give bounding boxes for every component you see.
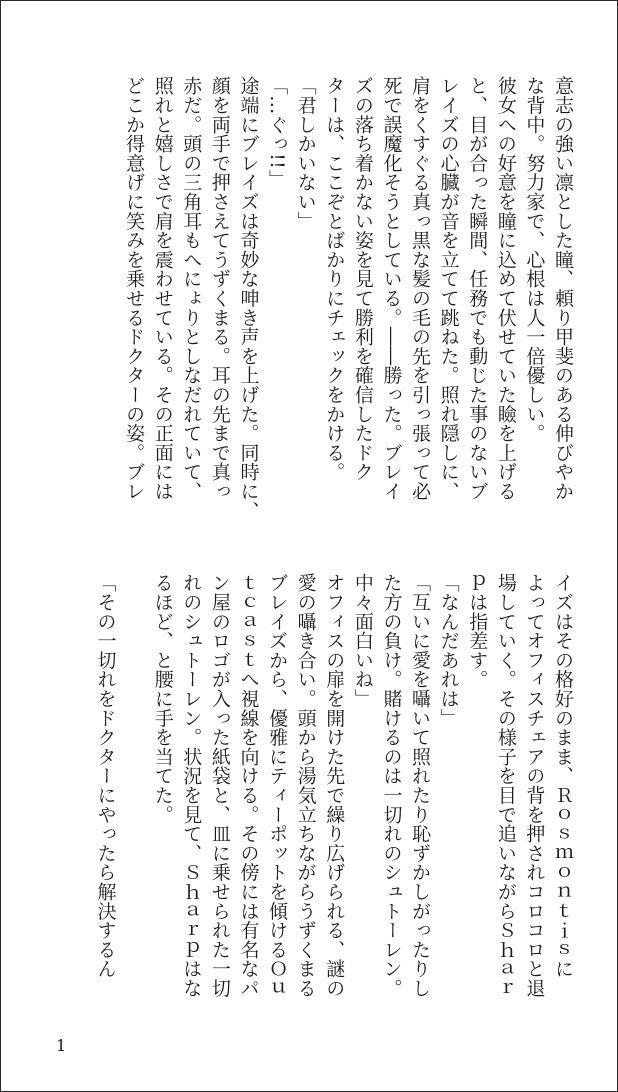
page-number: 1 bbox=[56, 1036, 67, 1055]
dialogue-line: 「…ぐっ!!」 bbox=[266, 76, 289, 189]
dialogue-line: た方の負け。賭けるのは一切れのシュトーレン。 bbox=[380, 573, 403, 998]
text-line: 意志の強い凛とした瞳、頼り甲斐のある伸びやか bbox=[552, 76, 574, 501]
text-line: ズの落ち着かない姿を見て勝利を確信したドク bbox=[351, 76, 374, 482]
text-line: るほど、と腰に手を当てた。 bbox=[151, 573, 174, 824]
text-line: 彼女への好意を瞳に込めて伏せていた瞼を上げる bbox=[494, 76, 517, 501]
text-line: レイズの心臓が音を立てて跳ねた。照れ隠しに、 bbox=[437, 76, 460, 501]
dialogue-line: 「君しかいない」 bbox=[294, 76, 317, 231]
text-line: ｔｃａｓｔへ視線を向ける。その傍には有名なパ bbox=[237, 573, 260, 998]
text-line: 顔を両手で押さえてうずくまる。耳の先まで真っ bbox=[208, 76, 231, 501]
text-line: 照れと嬉しさで肩を震わせている。その正面には bbox=[151, 76, 174, 501]
dialogue-line: 中々面白いね」 bbox=[351, 573, 374, 709]
text-line: どこか得意げに笑みを乗せるドクターの姿。ブレ bbox=[123, 76, 146, 501]
text-line: と、目が合った瞬間、任務でも動じた事のないブ bbox=[466, 76, 489, 501]
text-block-bottom bbox=[91, 573, 577, 1003]
dialogue-line: 「なんだあれは」 bbox=[437, 573, 460, 728]
text-line: 死で誤魔化そうとしている。――勝った。ブレイ bbox=[380, 76, 403, 501]
text-line: ン屋のロゴが入った紙袋と、皿に乗せられた一切 bbox=[208, 573, 231, 998]
text-line: ブレイズから、優雅にティーポットを傾けるＯｕ bbox=[266, 573, 289, 998]
text-line: よってオフィスチェアの背を押されコロコロと退 bbox=[523, 573, 546, 998]
text-line: 肩をくすぐる真っ黒な髪の毛の先を引っ張って必 bbox=[409, 76, 432, 501]
text-line: ｐは指差す。 bbox=[466, 573, 489, 689]
text-line: オフィスの扉を開けた先で繰り広げられる、謎の bbox=[323, 573, 346, 998]
text-line: 場していく。その様子を目で追いながらＳｈａｒ bbox=[494, 573, 517, 998]
blank-line bbox=[120, 573, 149, 1003]
text-line: 途端にブレイズは奇妙な呻き声を上げた。同時に、 bbox=[237, 76, 260, 520]
text-line: な背中。努力家で、心根は人一倍優しい。 bbox=[523, 76, 546, 443]
text-line: 愛の囁き合い。頭から湯気立ちながらうずくまる bbox=[294, 573, 317, 998]
text-line: イズはその格好のまま、Ｒｏｓｍｏｎｔｉｓに bbox=[552, 573, 574, 979]
text-block-top bbox=[120, 76, 578, 520]
dialogue-line: 「互いに愛を囁いて照れたり恥ずかしがったりし bbox=[409, 573, 432, 998]
dialogue-line: 「その一切れをドクターにやったら解決するん bbox=[94, 573, 117, 979]
text-line: ターは、ここぞとばかりにチェックをかける。 bbox=[323, 76, 346, 482]
text-line: れのシュトーレン。状況を見て、Ｓｈａｒｐはな bbox=[180, 573, 203, 998]
text-line: 赤だ。頭の三角耳もへにょりとしなだれていて、 bbox=[180, 76, 203, 501]
